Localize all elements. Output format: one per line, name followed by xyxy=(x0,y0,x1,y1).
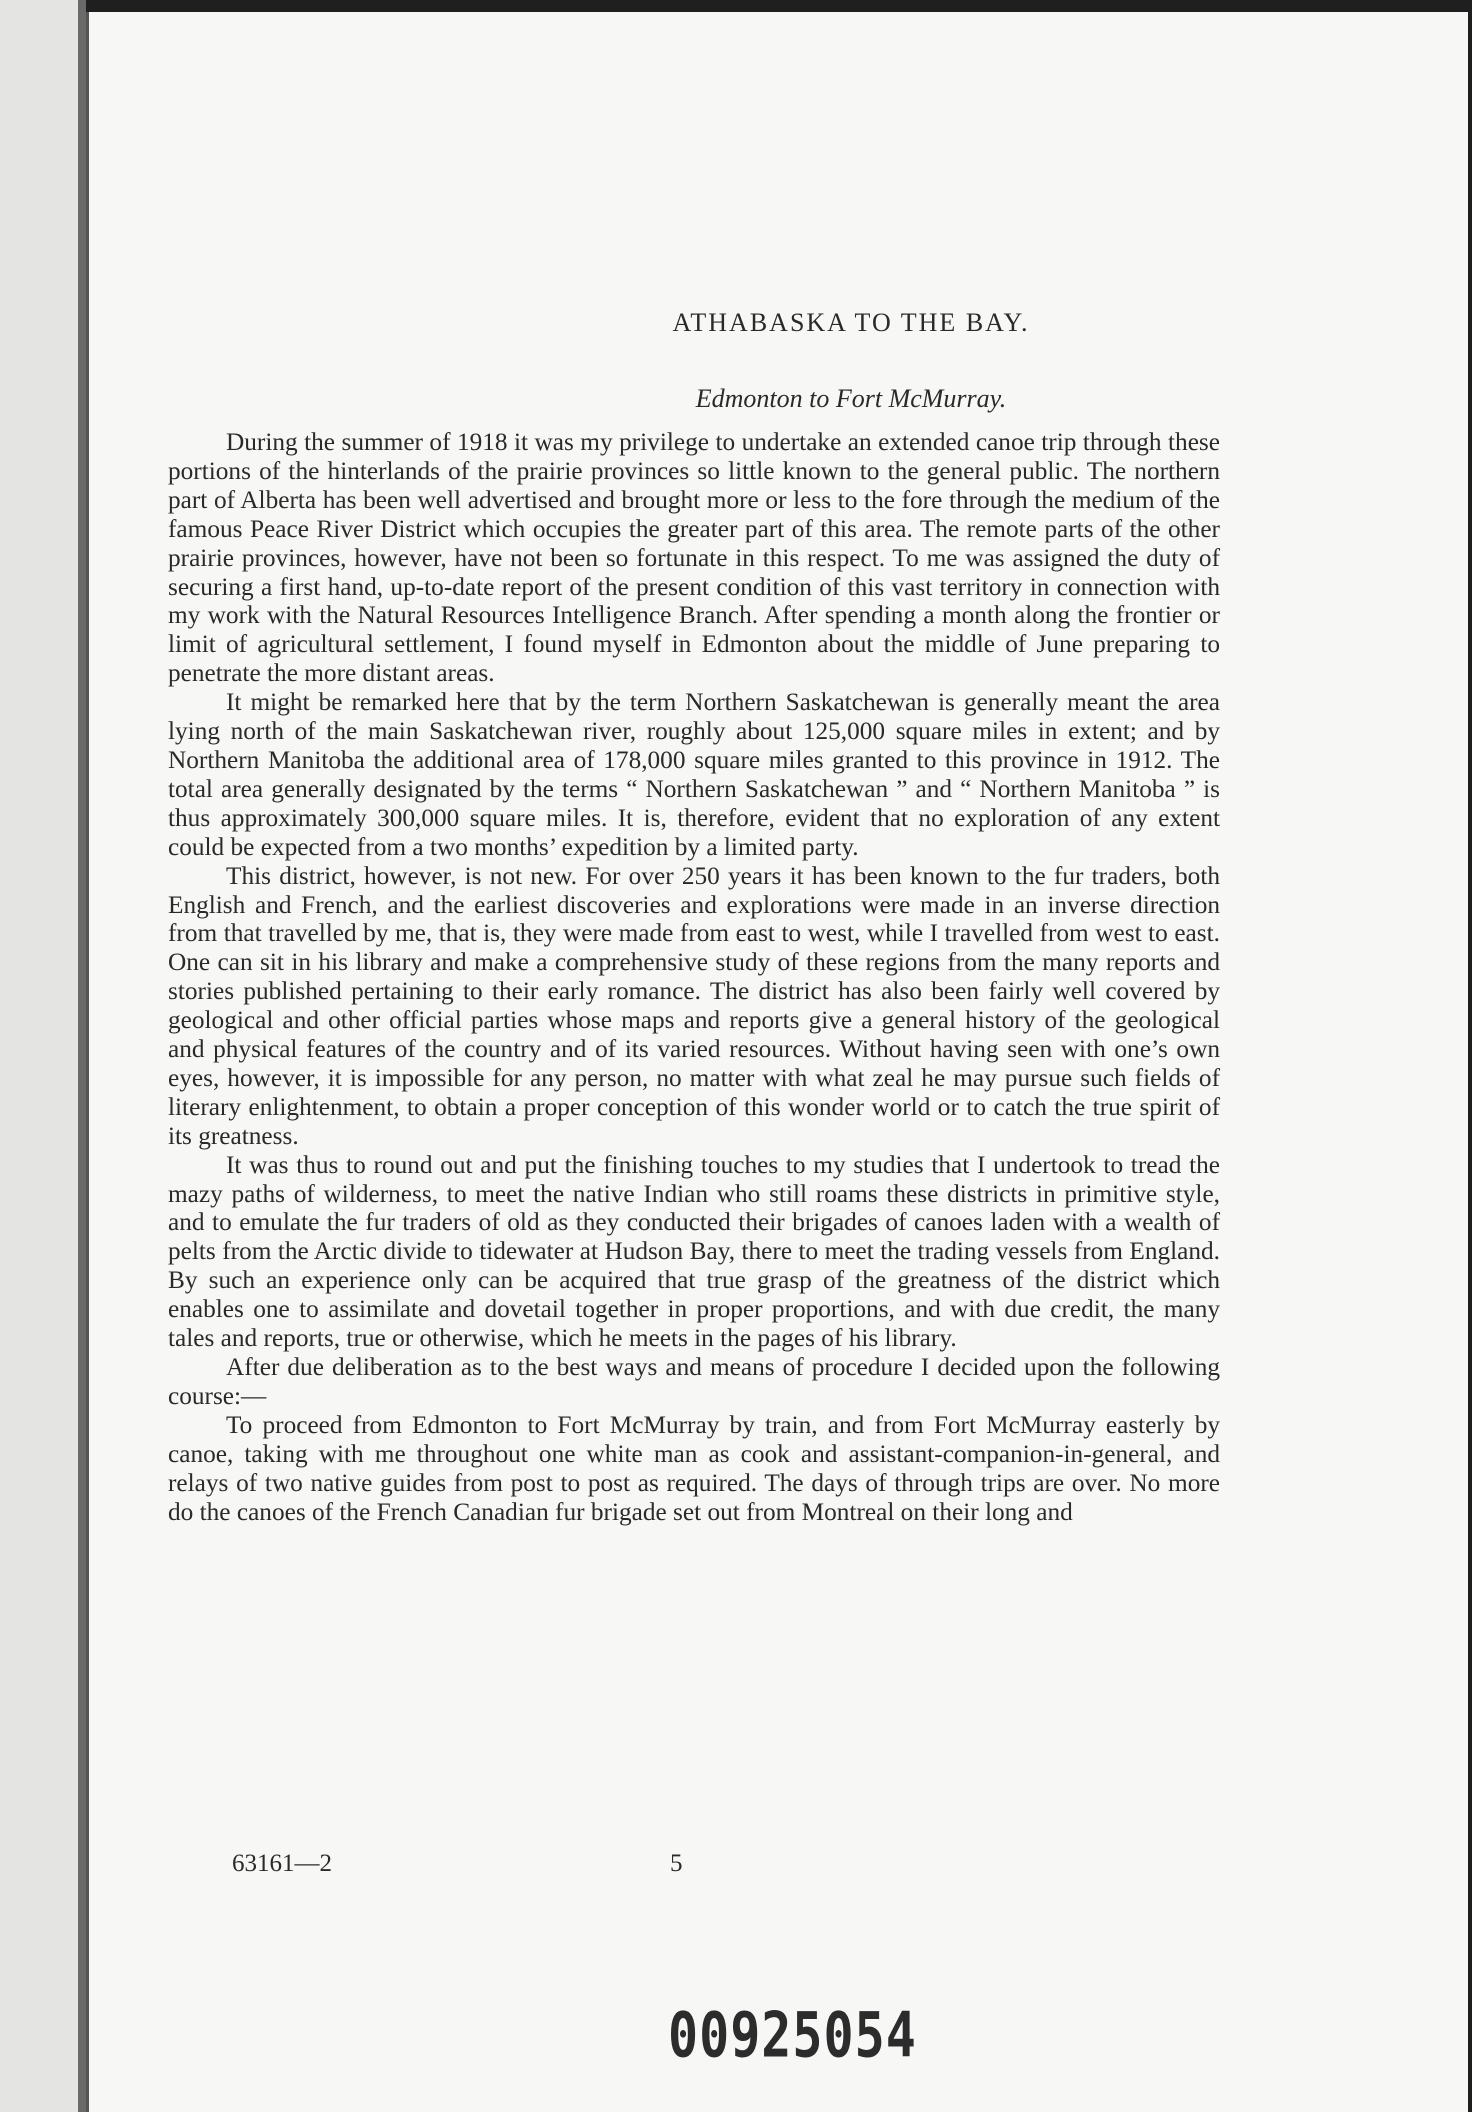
section-subtitle: Edmonton to Fort McMurray. xyxy=(695,384,1007,413)
paragraph-6: To proceed from Edmonton to Fort McMurray by train, and from Fort McMurray easterly by canoe, taking with me throughout one white man as cook and assistant-companion-in-general, and relays of two native guides from post to post as required. The days of through trips are over. No more do the canoes of the French Canadian fur brigade set out from Montreal on their long and xyxy=(168,1410,1220,1526)
archive-stamp-number: 00925054 xyxy=(668,1998,917,2072)
paragraph-2: It might be remarked here that by the term Northern Saskatchewan is generally meant the area lying north of the main Saskatchewan river, roughly about 125,000 square miles in extent; and by Northern Manitoba the additional area of 178,000 square miles granted to this province in 1912. The total area generally designated by the terms “ Northern Saskatchewan ” and “ Northern Manitoba ” is thus approximately 300,000 square miles. It is, therefore, evident that no exploration of any extent could be expected from a two months’ expedition by a limited party. xyxy=(168,688,1220,861)
paragraph-5: After due deliberation as to the best ways and means of procedure I decided upon the following course:— xyxy=(168,1353,1220,1410)
printer-code: 63161—2 xyxy=(232,1850,332,1877)
body-text xyxy=(168,428,1220,1526)
paragraph-1: During the summer of 1918 it was my privilege to undertake an extended canoe trip through these portions of the hinterlands of the prairie provinces so little known to the general public. The northern part of Alberta has been well advertised and brought more or less to the fore through the medium of the famous Peace River District which occupies the greater part of this area. The remote parts of the other prairie provinces, however, have not been so fortunate in this respect. To me was assigned the duty of securing a first hand, up-to-date report of the present condition of this vast territory in connection with my work with the Natural Resources Intelligence Branch. After spending a month along the frontier or limit of agricultural settlement, I found myself in Edmonton about the middle of June preparing to penetrate the more distant areas. xyxy=(168,428,1220,688)
page-number: 5 xyxy=(670,1850,683,1877)
paragraph-4: It was thus to round out and put the finishing touches to my studies that I undertook to tread the mazy paths of wilderness, to meet the native Indian who still roams these districts in primitive style, and to emulate the fur traders of old as they conducted their brigades of canoes laden with a wealth of pelts from the Arctic divide to tidewater at Hudson Bay, there to meet the trading vessels from England. By such an experience only can be acquired that true grasp of the greatness of the district which enables one to assimilate and dovetail together in proper proportions, and with due credit, the many tales and reports, true or otherwise, which he meets in the pages of his library. xyxy=(168,1150,1220,1353)
paragraph-3: This district, however, is not new. For over 250 years it has been known to the fur traders, both English and French, and the earliest discoveries and explorations were made in an inverse direction from that travelled by me, that is, they were made from east to west, while I travelled from west to east. One can sit in his library and make a comprehensive study of these regions from the many reports and stories published pertaining to their early romance. The district has also been fairly well covered by geological and other official parties whose maps and reports give a general history of the geological and physical features of the country and of its varied resources. Without having seen with one’s own eyes, however, it is impossible for any person, no matter with what zeal he may pursue such fields of literary enlightenment, to obtain a proper conception of this wonder world or to catch the true spirit of its greatness. xyxy=(168,861,1220,1150)
page-title: ATHABASKA TO THE BAY. xyxy=(672,308,1030,337)
